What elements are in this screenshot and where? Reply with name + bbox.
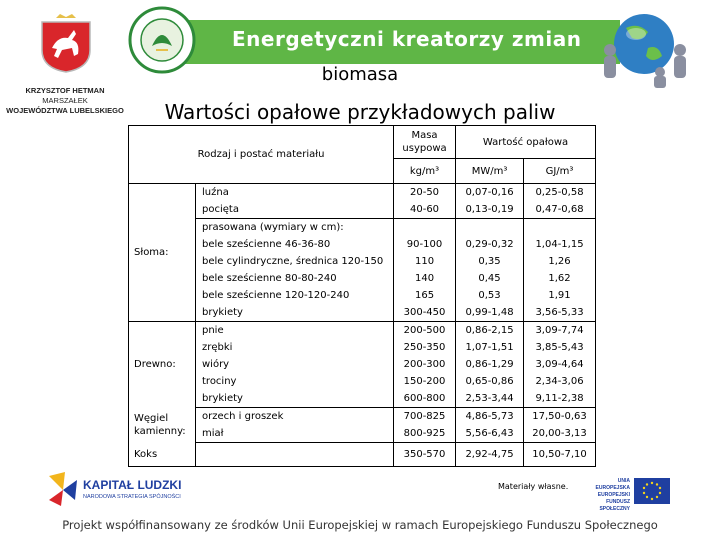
masa-value: 300-450 [403, 307, 446, 318]
source-note: Materiały własne. [498, 482, 569, 491]
eu-efs-logo [586, 474, 672, 512]
mw-value: 0,53 [478, 290, 501, 301]
gj-value: 0,25-0,58 [535, 187, 584, 198]
gj-value: 1,04-1,15 [535, 239, 584, 250]
table [128, 125, 596, 467]
gj-value: 9,11-2,38 [535, 393, 584, 404]
mw-cell [456, 443, 524, 467]
material-item: miał [202, 428, 224, 439]
masa-value: 700-825 [403, 411, 446, 422]
material-item: prasowana (wymiary w cm): [202, 222, 344, 233]
mw-value: 0,29-0,32 [465, 239, 514, 250]
eu-line: UNIA EUROPEJSKA [595, 478, 630, 491]
mw-value: 0,07-0,16 [465, 187, 514, 198]
mw-value: 0,65-0,86 [465, 376, 514, 387]
masa-value: 40-60 [409, 204, 440, 215]
kapital-ludzki-logo [45, 470, 180, 510]
gj-value: 2,34-3,06 [535, 376, 584, 387]
gj-cell [524, 322, 596, 408]
material-cell [196, 443, 394, 467]
header-material-label: Rodzaj i postać materiału [197, 149, 325, 160]
category-label: Węgiel kamienny: [134, 413, 186, 437]
mw-value: 0,35 [478, 256, 501, 267]
masa-value: 200-500 [403, 325, 446, 336]
material-item: orzech i groszek [202, 411, 284, 422]
unit-mw: MW/m³ [456, 159, 524, 184]
gj-cell [524, 408, 596, 443]
gj-value: 1,91 [548, 290, 571, 301]
category-cell [129, 322, 196, 408]
masa-value: 90-100 [406, 239, 443, 250]
material-item: trociny [202, 376, 237, 387]
unit-gj: GJ/m³ [524, 159, 596, 184]
category-cell [129, 184, 196, 322]
masa-value: 140 [414, 273, 435, 284]
mw-value: 2,53-3,44 [465, 393, 514, 404]
material-item: bele sześcienne 120-120-240 [202, 290, 350, 301]
unit-masa: kg/m³ [394, 159, 456, 184]
banner-title: Energetyczni kreatorzy zmian [232, 27, 582, 51]
masa-cell [394, 408, 456, 443]
material-cell [196, 184, 394, 219]
mw-value: 0,45 [478, 273, 501, 284]
material-cell [196, 408, 394, 443]
page-title: Wartości opałowe przykładowych paliw [164, 100, 556, 124]
gj-value: 10,50-7,10 [532, 449, 587, 460]
table-row [129, 443, 596, 467]
masa-cell [394, 322, 456, 408]
material-cell [196, 219, 394, 322]
mw-cell [456, 408, 524, 443]
masa-value: 165 [414, 290, 435, 301]
material-item: luźna [202, 187, 229, 198]
masa-value: 800-925 [403, 428, 446, 439]
gj-cell [524, 443, 596, 467]
masa-value: 250-350 [403, 342, 446, 353]
category-label: Słoma: [134, 247, 169, 258]
material-item: zrębki [202, 342, 233, 353]
masa-value: 350-570 [403, 449, 446, 460]
gj-value: 3,09-7,74 [535, 325, 584, 336]
mw-value: 0,99-1,48 [465, 307, 514, 318]
masa-value: 110 [414, 256, 435, 267]
kapital-subtitle: NARODOWA STRATEGIA SPÓJNOŚCI [83, 494, 181, 500]
category-label: Koks [134, 448, 158, 460]
subtitle: biomasa [321, 64, 399, 85]
header-masa [394, 126, 456, 159]
masa-cell [394, 443, 456, 467]
gj-value: 3,85-5,43 [535, 342, 584, 353]
table-row [129, 184, 596, 219]
masa-cell [394, 184, 456, 219]
mw-value: 2,92-4,75 [465, 449, 514, 460]
hetman-region: WOJEWÓDZTWA LUBELSKIEGO [6, 106, 124, 115]
masa-cell [394, 219, 456, 322]
category-cell [129, 408, 196, 443]
cofinancing-note: Projekt współfinansowany ze środków Unii Europejskiej w ramach Europejskiego Funduszu Społecznego [62, 518, 658, 532]
masa-value: 600-800 [403, 393, 446, 404]
mw-value: 0,86-1,29 [465, 359, 514, 370]
gj-value: 1,62 [548, 273, 571, 284]
mw-value: 5,56-6,43 [465, 428, 514, 439]
mw-cell [456, 322, 524, 408]
hetman-name: KRZYSZTOF HETMAN [25, 86, 105, 95]
masa-value: 20-50 [409, 187, 440, 198]
eu-flag-icon [634, 478, 670, 504]
header-wartosc-label: Wartość opałowa [482, 136, 569, 148]
category-cell [129, 443, 196, 467]
fuel-values-table [128, 125, 595, 467]
material-item: pocięta [202, 204, 239, 215]
kapital-title: KAPITAŁ LUDZKI [83, 478, 182, 492]
table-row [129, 408, 596, 443]
material-item: wióry [202, 359, 230, 370]
gj-cell [524, 219, 596, 322]
mw-cell [456, 219, 524, 322]
mw-value: 0,86-2,15 [465, 325, 514, 336]
hetman-role: MARSZAŁEK [42, 96, 88, 105]
table-row [129, 219, 596, 322]
mw-value: 4,86-5,73 [465, 411, 514, 422]
material-cell [196, 322, 394, 408]
header-masa-label: Masa usypowa [402, 130, 447, 154]
mw-value: 0,13-0,19 [465, 204, 514, 215]
material-item: brykiety [202, 307, 243, 318]
gj-value: 0,47-0,68 [535, 204, 584, 215]
kapital-ludzki-emblem-icon [45, 470, 81, 508]
gj-value: 3,56-5,33 [535, 307, 584, 318]
masa-value: 200-300 [403, 359, 446, 370]
eu-line: FUNDUSZ SPOŁECZNY [599, 499, 630, 512]
masa-value: 150-200 [403, 376, 446, 387]
header-wartosc [456, 126, 596, 159]
gj-cell [524, 184, 596, 219]
table-row [129, 322, 596, 408]
category-label: Drewno: [134, 359, 176, 371]
material-item: pnie [202, 325, 224, 336]
mw-value: 1,07-1,51 [465, 342, 514, 353]
gj-value: 20,00-3,13 [532, 428, 587, 439]
mw-cell [456, 184, 524, 219]
material-item: bele cylindryczne, średnica 120-150 [202, 256, 384, 267]
material-item: bele sześcienne 80-80-240 [202, 273, 337, 284]
gj-value: 17,50-0,63 [532, 411, 587, 422]
gj-value: 1,26 [548, 256, 571, 267]
gj-value: 3,09-4,64 [535, 359, 584, 370]
header-material [129, 126, 394, 184]
eu-line: EUROPEJSKI [597, 492, 630, 498]
material-item: brykiety [202, 393, 243, 404]
material-item: bele sześcienne 46-36-80 [202, 239, 331, 250]
